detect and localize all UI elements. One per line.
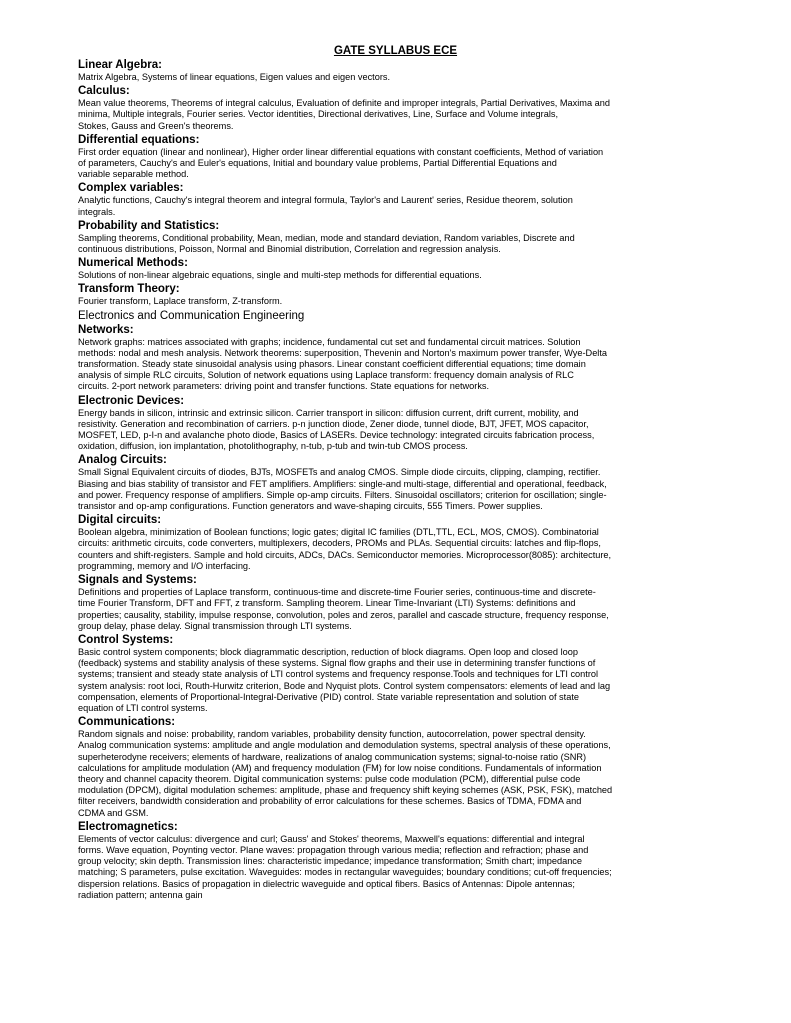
text-line: Fourier transform, Laplace transform, Z-transform. [78, 296, 283, 307]
text-line: circuits. 2-port network parameters: driving point and transfer functions. State equations for networks. [78, 381, 490, 392]
section-text [78, 729, 720, 819]
section-complex-variables [78, 181, 720, 217]
section-communications [78, 715, 720, 819]
section-electromagnetics [78, 820, 720, 901]
text-line: Network graphs: matrices associated with graphs; incidence, fundamental cut set and fundamental circuit matrices. Solution [78, 336, 581, 347]
text-line: compensation, elements of Proportional-Integral-Derivative (PID) control. State variable representation and solution of state [78, 691, 579, 702]
text-line: Basic control system components; block diagrammatic description, reduction of block diagrams. Open loop and closed loop [78, 646, 578, 657]
section-electronic-devices [78, 394, 720, 453]
section-heading: Transform Theory: [78, 283, 180, 296]
text-line: integrals. [78, 206, 116, 217]
text-line: Solutions of non-linear algebraic equations, single and multi-step methods for differential equations. [78, 270, 482, 281]
subject-heading: Electronics and Communication Engineering [78, 309, 305, 322]
text-line: modulation (DPCM), digital modulation schemes: amplitude, phase and frequency shift keying schemes (ASK, PSK, FSK), matched [78, 785, 613, 796]
text-line: methods: nodal and mesh analysis. Network theorems: superposition, Thevenin and Norton's maximum power transfer, Wye-Delta [78, 347, 608, 358]
section-heading: Electronic Devices: [78, 394, 185, 407]
text-line: Mean value theorems, Theorems of integral calculus, Evaluation of definite and improper integrals, Partial Derivatives, Maxima and [78, 98, 610, 109]
text-line: group velocity; skin depth. Transmission lines: characteristic impedance; impedance transformation; Smith chart; impedance [78, 856, 583, 867]
text-line: Analytic functions, Cauchy's integral theorem and integral formula, Taylor's and Laurent' series, Residue theorem, solution [78, 195, 573, 206]
text-line: of parameters, Cauchy's and Euler's equations, Initial and boundary value problems, Partial Differential Equations and [78, 158, 557, 169]
section-digital-circuits [78, 513, 720, 572]
text-line: filter receivers, bandwidth consideration and probability of error calculations for these schemes. Basics of TDMA, FDMA and [78, 796, 582, 807]
text-line: minima, Multiple integrals, Fourier series. Vector identities, Directional derivatives, Line, Surface and Volume integrals, [78, 109, 559, 120]
section-text [78, 195, 720, 217]
text-line: Energy bands in silicon, intrinsic and extrinsic silicon. Carrier transport in silicon: diffusion current, drift current, mobility, and [78, 407, 579, 418]
section-heading: Differential equations: [78, 133, 200, 146]
section-text [78, 72, 720, 83]
ece-sections [78, 323, 720, 901]
text-line: Sampling theorems, Conditional probability, Mean, median, mode and standard deviation, Random variables, Discrete and [78, 232, 575, 243]
text-line: forms. Wave equation, Poynting vector. Plane waves: propagation through various media; reflection and refraction; phase and [78, 844, 589, 855]
text-line: programming, memory and I/O interfacing. [78, 560, 251, 571]
text-line: Biasing and bias stability of transistor and FET amplifiers. Amplifiers: single-and multi-stage, differential and operational, feedback, [78, 478, 607, 489]
section-heading: Networks: [78, 323, 134, 336]
section-text [78, 147, 720, 181]
section-heading: Signals and Systems: [78, 574, 197, 587]
text-line: transformation. Steady state sinusoidal analysis using phasors. Linear constant coefficient differential equations; time domain [78, 359, 586, 370]
text-line: group delay, phase delay. Signal transmission through LTI systems. [78, 620, 352, 631]
text-line: continuous distributions, Poisson, Normal and Binomial distribution, Correlation and regression analysis. [78, 244, 501, 255]
text-line: oxidation, diffusion, ion implantation, photolithography, n-tub, p-tub and twin-tub CMOS process. [78, 441, 468, 452]
text-line: analysis of simple RLC circuits, Solution of network equations using Laplace transform: frequency domain analysis of RLC [78, 370, 574, 381]
section-probability-and-statistics [78, 219, 720, 255]
section-text [78, 647, 720, 714]
text-line: transistor and op-amp configurations. Function generators and wave-shaping circuits, 555 Timers. Power supplies. [78, 501, 543, 512]
text-line: Boolean algebra, minimization of Boolean functions; logic gates; digital IC families (DTL,TTL, ECL, MOS, CMOS). Combinatorial [78, 527, 599, 538]
section-text [78, 834, 720, 901]
section-linear-algebra [78, 58, 720, 83]
text-line: Definitions and properties of Laplace transform, continuous-time and discrete-time Fourier series, continuous-time and discrete- [78, 587, 596, 598]
section-numerical-methods [78, 256, 720, 281]
text-line: systems; transient and steady state analysis of LTI control systems and frequency response.Tools and techniques for LTI control [78, 669, 599, 680]
section-heading: Probability and Statistics: [78, 219, 220, 232]
text-line: MOSFET, LED, p-I-n and avalanche photo diode, Basics of LASERs. Device technology: integrated circuits fabrication process, [78, 430, 595, 441]
section-heading: Digital circuits: [78, 514, 162, 527]
text-line: resistivity. Generation and recombination of carriers. p-n junction diode, Zener diode, tunnel diode, BJT, JFET, MOS capacitor, [78, 418, 589, 429]
section-heading: Calculus: [78, 85, 130, 98]
math-sections [78, 58, 720, 308]
section-control-systems [78, 633, 720, 714]
section-heading: Linear Algebra: [78, 59, 162, 71]
text-line: Stokes, Gauss and Green's theorems. [78, 120, 234, 131]
section-heading: Electromagnetics: [78, 820, 178, 833]
text-line: and power. Frequency response of amplifiers. Simple op-amp circuits. Filters. Sinusoidal oscillators; criterion for oscillation; single- [78, 489, 607, 500]
section-heading: Communications: [78, 716, 176, 729]
text-line: First order equation (linear and nonlinear), Higher order linear differential equations with constant coefficients, Method of variation [78, 146, 604, 157]
text-line: Random signals and noise: probability, random variables, probability density function, autocorrelation, power spectral density. [78, 729, 586, 740]
text-line: Small Signal Equivalent circuits of diodes, BJTs, MOSFETs and analog CMOS. Simple diode circuits, clipping, clamping, rectifier. [78, 467, 601, 478]
section-text [78, 587, 720, 632]
text-line: Matrix Algebra, Systems of linear equations, Eigen values and eigen vectors. [78, 72, 391, 82]
section-differential-equations [78, 133, 720, 181]
text-line: dispersion relations. Basics of propagation in dielectric waveguide and optical fibers. Basics of Antennas: Dipole antennas; [78, 878, 575, 889]
section-analog-circuits [78, 453, 720, 512]
section-text [78, 296, 720, 307]
section-heading: Control Systems: [78, 633, 174, 646]
section-text [78, 527, 720, 572]
text-line: CDMA and GSM. [78, 807, 149, 818]
section-calculus [78, 84, 720, 132]
section-heading: Complex variables: [78, 182, 184, 195]
section-signals-and-systems [78, 573, 720, 632]
text-line: calculations for amplitude modulation (AM) and frequency modulation (FM) for low noise conditions. Fundamentals of information [78, 762, 602, 773]
text-line: properties; causality, stability, impulse response, convolution, poles and zeros, parallel and cascade structure, frequency response, [78, 609, 609, 620]
section-text [78, 467, 720, 512]
section-networks [78, 323, 720, 393]
text-line: equation of LTI control systems. [78, 702, 208, 713]
section-text [78, 98, 720, 132]
text-line: Analog communication systems: amplitude and angle modulation and demodulation systems, spectral analysis of these operations, [78, 740, 611, 751]
text-line: radiation pattern; antenna gain [78, 889, 203, 900]
document-title: GATE SYLLABUS ECE [333, 45, 458, 57]
text-line: time Fourier Transform, DFT and FFT, z transform. Sampling theorem. Linear Time-Invariant (LTI) Systems: definitions and [78, 598, 576, 609]
section-text [78, 270, 720, 281]
document-body [78, 58, 720, 902]
text-line: matching; S parameters, pulse excitation. Waveguides: modes in rectangular waveguides; boundary conditions; cut-off frequencies; [78, 867, 612, 878]
section-text [78, 233, 720, 255]
section-transform-theory [78, 282, 720, 307]
section-heading: Numerical Methods: [78, 257, 188, 270]
text-line: counters and shift-registers. Sample and hold circuits, ADCs, DACs. Semiconductor memories. Microprocessor(8085): architecture, [78, 549, 612, 560]
text-line: Elements of vector calculus: divergence and curl; Gauss' and Stokes' theorems, Maxwell's equations: differential and integral [78, 833, 585, 844]
text-line: system analysis: root loci, Routh-Hurwitz criterion, Bode and Nyquist plots. Control system compensators: elements of lead and lag [78, 680, 611, 691]
text-line: (feedback) systems and stability analysis of these systems. Signal flow graphs and their use in determining transfer functions of [78, 658, 596, 669]
text-line: variable separable method. [78, 169, 189, 180]
text-line: superheterodyne receivers; elements of hardware, realizations of analog communication systems; signal-to-noise ratio (SNR) [78, 751, 587, 762]
section-heading: Analog Circuits: [78, 454, 167, 467]
text-line: theory and channel capacity theorem. Digital communication systems: pulse code modulation (PCM), differential pulse code [78, 773, 581, 784]
section-text [78, 337, 720, 393]
text-line: circuits: arithmetic circuits, code converters, multiplexers, decoders, PROMs and PLAs. Sequential circuits: latches and flip-flops, [78, 538, 601, 549]
section-text [78, 408, 720, 453]
